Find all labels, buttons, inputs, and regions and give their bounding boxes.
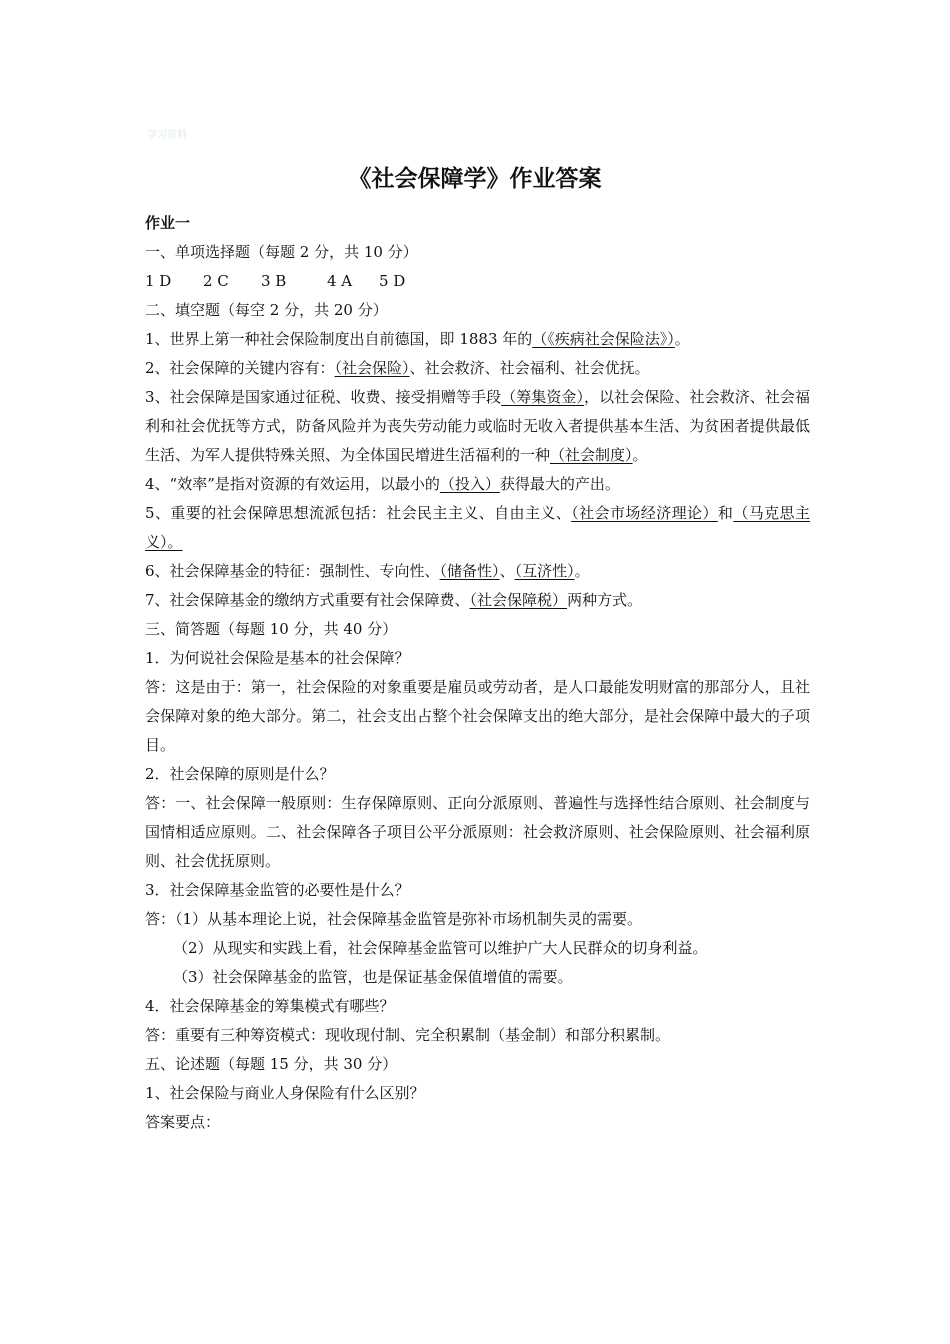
short-question-1: 1．为何说社会保险是基本的社会保障？ xyxy=(145,649,410,667)
short-question-3: 3．社会保障基金监管的必要性是什么？ xyxy=(145,881,410,899)
mc-heading: 一、单项选择题（每题 2 分，共 10 分） xyxy=(145,243,418,261)
fill-heading: 二、填空题（每空 2 分，共 20 分） xyxy=(145,301,388,319)
short-answer-heading: 三、简答题（每题 10 分，共 40 分） xyxy=(145,620,398,638)
short-answer-3-part-2: （2）从现实和实践上看，社会保障基金监管可以维护广大人民群众的切身利益。 xyxy=(173,939,708,957)
short-answer-3-part-1: 答：（1）从基本理论上说，社会保障基金监管是弥补市场机制失灵的需要。 xyxy=(145,910,643,928)
fill-answer: （社会市场经济理论） xyxy=(571,504,718,522)
fill-answer: （投入） xyxy=(439,475,500,493)
mc-answer: 3 B xyxy=(261,272,287,290)
mc-answers xyxy=(145,267,810,296)
fill-answer: （储备性） xyxy=(439,562,500,580)
fill-answer: （马克思主义）。 xyxy=(145,504,810,551)
fill-item-4: 4、“效率”是指对资源的有效运用，以最小的（投入）获得最大的产出。 xyxy=(145,475,620,493)
short-answer-2: 答：一、社会保障一般原则：生存保障原则、正向分派原则、普遍性与选择性结合原则、社会制度与国情相适应原则。二、社会保障各子项目公平分派原则：社会救济原则、社会保险原则、社会福利原则、社会优抚原则。 xyxy=(145,794,810,870)
fill-item-6: 6、社会保障基金的特征：强制性、专向性、（储备性）、（互济性）。 xyxy=(145,562,590,580)
fill-item-5: 5、重要的社会保障思想流派包括：社会民主主义、自由主义、（社会市场经济理论）和（马克思主义）。 xyxy=(145,504,810,551)
mc-answer: 1 D xyxy=(145,272,172,290)
fill-answer: （《疾病社会保险法》） xyxy=(532,330,675,348)
fill-item-1: 1、世界上第一种社会保险制度出自前德国，即 1883 年的（《疾病社会保险法》）。 xyxy=(145,330,690,348)
mc-answer: 4 A xyxy=(327,272,353,290)
fill-answer: （互济性） xyxy=(514,562,575,580)
mc-answer: 5 D xyxy=(379,272,406,290)
short-question-4: 4．社会保障基金的筹集模式有哪些？ xyxy=(145,997,395,1015)
page-title: 《社会保障学》作业答案 xyxy=(348,166,602,192)
fill-item-3: 3、社会保障是国家通过征税、收费、接受捐赠等手段（筹集资金），以社会保险、社会救济、社会福利和社会优抚等方式，防备风险并为丧失劳动能力或临时无收入者提供基本生活、为贫困者提供最低生活、为军人提供特殊关照、为全体国民增进生活福利的一种（社会制度）。 xyxy=(145,388,810,464)
fill-answer: （筹集资金） xyxy=(501,388,585,406)
watermark: 学习资料 xyxy=(147,130,187,141)
fill-answer: （社会保障税） xyxy=(469,591,568,609)
short-answer-1: 答：这是由于：第一，社会保险的对象重要是雇员或劳动者，是人口最能发明财富的那部分人，且社会保障对象的绝大部分。第二，社会支出占整个社会保障支出的绝大部分，是社会保障中最大的子项目。 xyxy=(145,678,810,754)
short-answer-4: 答：重要有三种筹资模式：现收现付制、完全积累制（基金制）和部分积累制。 xyxy=(145,1026,671,1044)
fill-item-7: 7、社会保障基金的缴纳方式重要有社会保障费、（社会保障税）两种方式。 xyxy=(145,591,643,609)
fill-answer: （社会保险） xyxy=(334,359,410,377)
section-heading: 作业一 xyxy=(145,214,191,232)
fill-answer: （社会制度） xyxy=(550,446,633,464)
short-question-2: 2．社会保障的原则是什么？ xyxy=(145,765,335,783)
document-body xyxy=(145,209,810,1137)
mc-answer: 2 C xyxy=(203,272,229,290)
essay-answer-label: 答案要点： xyxy=(145,1113,221,1131)
essay-heading: 五、论述题（每题 15 分，共 30 分） xyxy=(145,1055,398,1073)
fill-item-2: 2、社会保障的关键内容有：（社会保险）、社会救济、社会福利、社会优抚。 xyxy=(145,359,650,377)
essay-question-1: 1、社会保险与商业人身保险有什么区别？ xyxy=(145,1084,425,1102)
short-answer-3-part-3: （3）社会保障基金的监管，也是保证基金保值增值的需要。 xyxy=(173,968,573,986)
